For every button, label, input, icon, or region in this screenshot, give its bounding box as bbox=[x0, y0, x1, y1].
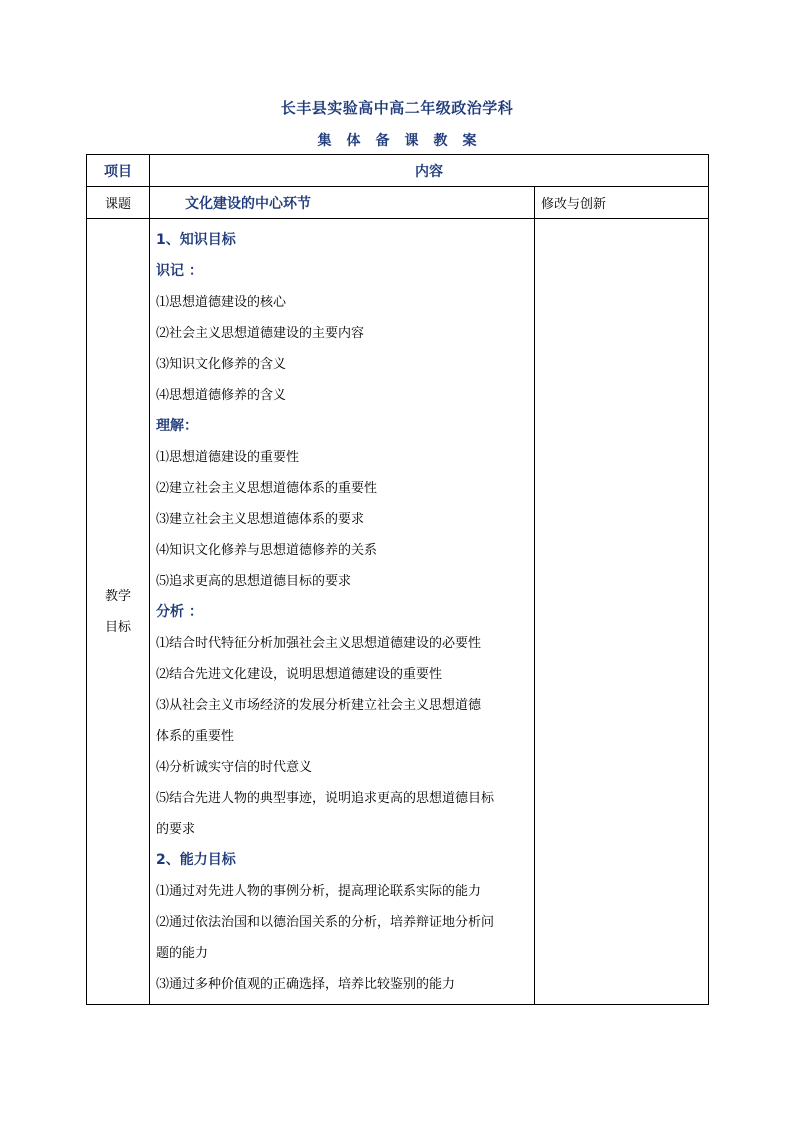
section-heading: 2、能力目标 bbox=[156, 852, 236, 868]
objectives-label bbox=[87, 219, 150, 1005]
revision-label: 修改与创新 bbox=[535, 187, 709, 219]
lesson-plan-table bbox=[86, 154, 709, 1005]
document-title: 长丰县实验高中高二年级政治学科 bbox=[280, 99, 514, 117]
content-line: ⑴结合时代特征分析加强社会主义思想道德建设的必要性 bbox=[156, 636, 482, 651]
topic-value: 文化建设的中心环节 bbox=[150, 187, 535, 219]
objectives-row bbox=[87, 219, 709, 1005]
header-item: 项目 bbox=[87, 155, 150, 187]
section-heading: 理解： bbox=[156, 418, 198, 434]
revision-cell bbox=[535, 219, 709, 1005]
content-line: ⑵建立社会主义思想道德体系的重要性 bbox=[156, 481, 378, 496]
content-line: ⑴思想道德建设的核心 bbox=[156, 295, 287, 310]
content-line: ⑶知识文化修养的含义 bbox=[156, 357, 287, 372]
content-line: ⑷分析诚实守信的时代意义 bbox=[156, 760, 313, 775]
section-heading: 分析 ： bbox=[156, 604, 203, 620]
content-line: ⑶建立社会主义思想道德体系的要求 bbox=[156, 512, 365, 527]
content-line: ⑵通过依法治国和以德治国关系的分析，培养辩证地分析问 bbox=[156, 915, 495, 930]
content-line: 的要求 bbox=[156, 822, 196, 837]
document-subtitle: 集体备课教案 bbox=[317, 133, 492, 149]
content-line: ⑵结合先进文化建设，说明思想道德建设的重要性 bbox=[156, 667, 443, 682]
content-line: ⑸追求更高的思想道德目标的要求 bbox=[156, 574, 352, 589]
content-line: 题的能力 bbox=[156, 946, 209, 961]
objectives-content bbox=[150, 219, 535, 1005]
content-line: ⑶通过多种价值观的正确选择，培养比较鉴别的能力 bbox=[156, 977, 456, 992]
header-content: 内容 bbox=[150, 155, 709, 187]
content-line: ⑶从社会主义市场经济的发展分析建立社会主义思想道德 bbox=[156, 698, 482, 713]
content-line: ⑸结合先进人物的典型事迹，说明追求更高的思想道德目标 bbox=[156, 791, 495, 806]
content-line: ⑷知识文化修养与思想道德修养的关系 bbox=[156, 543, 378, 558]
objectives-label-line: 目标 bbox=[104, 619, 131, 635]
content-line: ⑴思想道德建设的重要性 bbox=[156, 450, 300, 465]
topic-row bbox=[87, 187, 709, 219]
content-line: 体系的重要性 bbox=[156, 729, 235, 744]
content-line: ⑵社会主义思想道德建设的主要内容 bbox=[156, 326, 365, 341]
content-line: ⑴通过对先进人物的事例分析，提高理论联系实际的能力 bbox=[156, 884, 482, 899]
content-line: ⑷思想道德修养的含义 bbox=[156, 388, 287, 403]
section-heading: 识记 ： bbox=[156, 263, 203, 279]
topic-label: 课题 bbox=[87, 187, 150, 219]
objectives-label-line: 教学 bbox=[104, 588, 131, 604]
section-heading: 1、知识目标 bbox=[156, 232, 236, 248]
table-header-row bbox=[87, 155, 709, 187]
